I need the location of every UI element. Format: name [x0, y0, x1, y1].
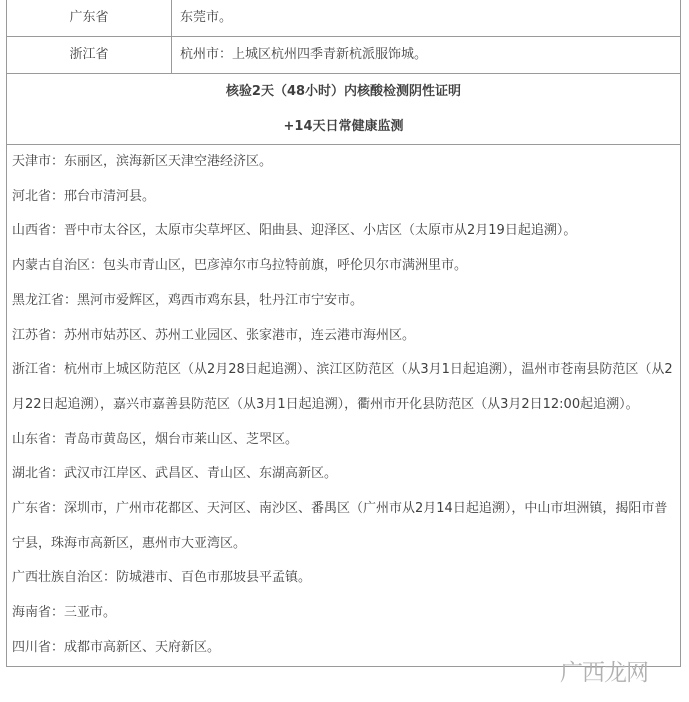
area-entry: 内蒙古自治区：包头市青山区，巴彦淖尔市乌拉特前旗，呼伦贝尔市满洲里市。 [12, 258, 468, 274]
area-entry: 海南省：三亚市。 [12, 605, 117, 621]
area-entry: 湖北省：武汉市江岸区、武昌区、青山区、东湖高新区。 [12, 466, 338, 482]
province-cell: 广东省 [7, 0, 172, 37]
area-entry: 广西壮族自治区：防城港市、百色市那坡县平孟镇。 [12, 570, 312, 586]
city-cell: 杭州市：上城区杭州四季青新杭派服饰城。 [172, 37, 681, 74]
province-cell: 浙江省 [7, 37, 172, 74]
area-entry: 山西省：晋中市太谷区，太原市尖草坪区、阳曲县、迎泽区、小店区（太原市从2月19日起追溯）。 [12, 223, 577, 239]
area-list-cell [7, 145, 681, 667]
area-entry: 山东省：青岛市黄岛区，烟台市莱山区、芝罘区。 [12, 431, 299, 447]
section-header [7, 74, 681, 145]
watermark-text: 广西龙网 [560, 660, 648, 686]
table-row [7, 0, 681, 37]
area-entry: 天津市：东丽区，滨海新区天津空港经济区。 [12, 154, 273, 169]
area-entry: 江苏省：苏州市姑苏区、苏州工业园区、张家港市，连云港市海州区。 [12, 327, 416, 343]
area-entry: 黑龙江省：黑河市爱辉区，鸡西市鸡东县，牡丹江市宁安市。 [12, 292, 364, 308]
table-row [7, 37, 681, 74]
area-entry: 广东省：深圳市，广州市花都区、天河区、南沙区、番禺区（广州市从2月14日起追溯），中山市坦洲镇，揭阳市普宁县，珠海市高新区，惠州市大亚湾区。 [12, 501, 668, 551]
area-list-row [7, 145, 681, 667]
section-header-line: 核验2天（48小时）内核酸检测阴性证明 [225, 84, 462, 99]
watermark-logo [560, 656, 676, 690]
section-header-row [7, 74, 681, 145]
area-entry: 河北省：邢台市清河县。 [12, 188, 156, 204]
section-header-line: +14天日常健康监测 [283, 119, 404, 134]
area-entry: 四川省：成都市高新区、天府新区。 [12, 639, 221, 655]
policy-table [6, 0, 681, 667]
city-cell: 东莞市。 [172, 0, 681, 37]
area-entry: 浙江省：杭州市上城区防范区（从2月28日起追溯）、滨江区防范区（从3月1日起追溯），温州市苍南县防范区（从2月22日起追溯），嘉兴市嘉善县防范区（从3月1日起追溯），衢州市开化县防范区（从3月2日12:00起追溯）。 [12, 362, 673, 412]
